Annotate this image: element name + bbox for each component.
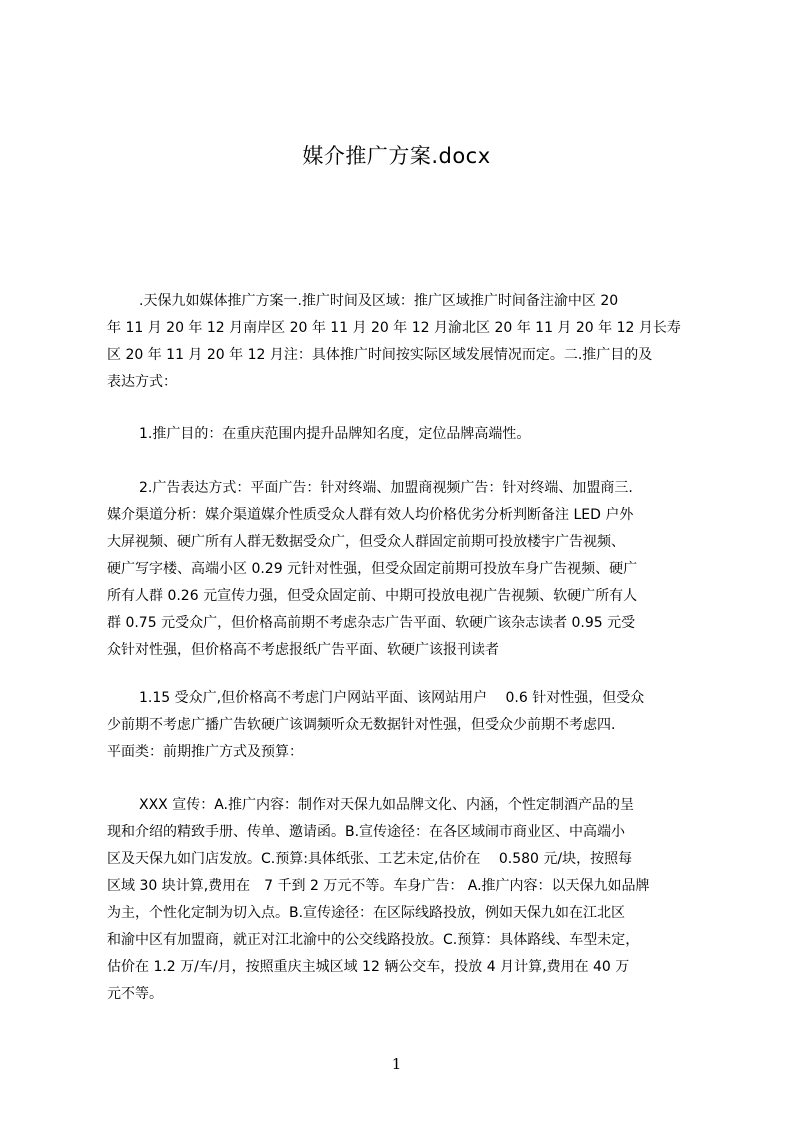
paragraph-promotion-time-region	[107, 288, 697, 396]
document-title: 媒介推广方案.docx	[302, 144, 491, 168]
text-line: 2.广告表达方式：平面广告：针对终端、加盟商视频广告：针对终端、加盟商三.	[139, 480, 633, 496]
text-line: 年 11 月 20 年 12 月南岸区 20 年 11 月 20 年 12 月渝北区 20 年 11 月 20 年 12 月长寿	[107, 320, 681, 336]
text-line: 区及天保九如门店发放。C.预算:具体纸张、工艺未定,估价在 0.580 元/块，按照每	[107, 851, 633, 867]
paragraph-promotion-goal	[107, 421, 697, 448]
text-line: 平面类：前期推广方式及预算：	[107, 744, 303, 760]
text-line: .天保九如媒体推广方案一.推广时间及区域：推广区域推广时间备注渝中区 20	[139, 293, 619, 309]
paragraph-portal-radio-analysis	[107, 685, 697, 766]
text-line: 为主，个性化定制为切入点。B.宣传途径：在区际线路投放，例如天保九如在江北区	[107, 905, 626, 921]
text-line: XXX 宣传：A.推广内容：制作对天保九如品牌文化、内涵，个性定制酒产品的呈	[139, 797, 635, 813]
text-line: 表达方式：	[107, 374, 177, 390]
text-line: 众针对性强，但价格高不考虑报纸广告平面、软硬广该报刊读者	[107, 642, 499, 658]
text-line: 区域 30 块计算,费用在 7 千到 2 万元不等。车身广告： A.推广内容：以天保九如品牌	[107, 878, 650, 894]
text-line: 媒介渠道分析：媒介渠道媒介性质受众人群有效人均价格优劣分析判断备注 LED 户外	[107, 507, 634, 523]
text-line: 和渝中区有加盟商，就正对江北渝中的公交线路投放。C.预算：具体路线、车型未定，	[107, 932, 640, 948]
text-line: 大屏视频、硬广所有人群无数据受众广，但受众人群固定前期可投放楼宇广告视频、	[107, 534, 625, 550]
text-line: 估价在 1.2 万/车/月，按照重庆主城区域 12 辆公交车，投放 4 月计算,费用在 40 万	[107, 959, 630, 975]
text-line: 现和介绍的精致手册、传单、邀请函。B.宣传途径：在各区域闹市商业区、中高端小	[107, 824, 626, 840]
page-number: 1	[391, 1055, 402, 1073]
text-line: 硬广写字楼、高端小区 0.29 元针对性强，但受众固定前期可投放车身广告视频、硬广	[107, 561, 638, 577]
paragraph-media-channel-analysis	[107, 475, 697, 664]
text-line: 1.15 受众广,但价格高不考虑门户网站平面、该网站用户 0.6 针对性强，但受众	[139, 690, 645, 706]
text-line: 群 0.75 元受众广，但价格高前期不考虑杂志广告平面、软硬广该杂志读者 0.95 元受	[107, 615, 636, 631]
text-line: 少前期不考虑广播广告软硬广该调频听众无数据针对性强，但受众少前期不考虑四.	[107, 717, 616, 733]
text-line: 元不等。	[107, 986, 163, 1002]
text-line: 1.推广目的：在重庆范围内提升品牌知名度，定位品牌高端性。	[139, 426, 531, 442]
text-line: 区 20 年 11 月 20 年 12 月注：具体推广时间按实际区域发展情况而定。二.推广目的及	[107, 347, 653, 363]
paragraph-promotion-methods-budget	[107, 792, 697, 1008]
text-line: 所有人群 0.26 元宣传力强，但受众固定前、中期可投放电视广告视频、软硬广所有人	[107, 588, 638, 604]
